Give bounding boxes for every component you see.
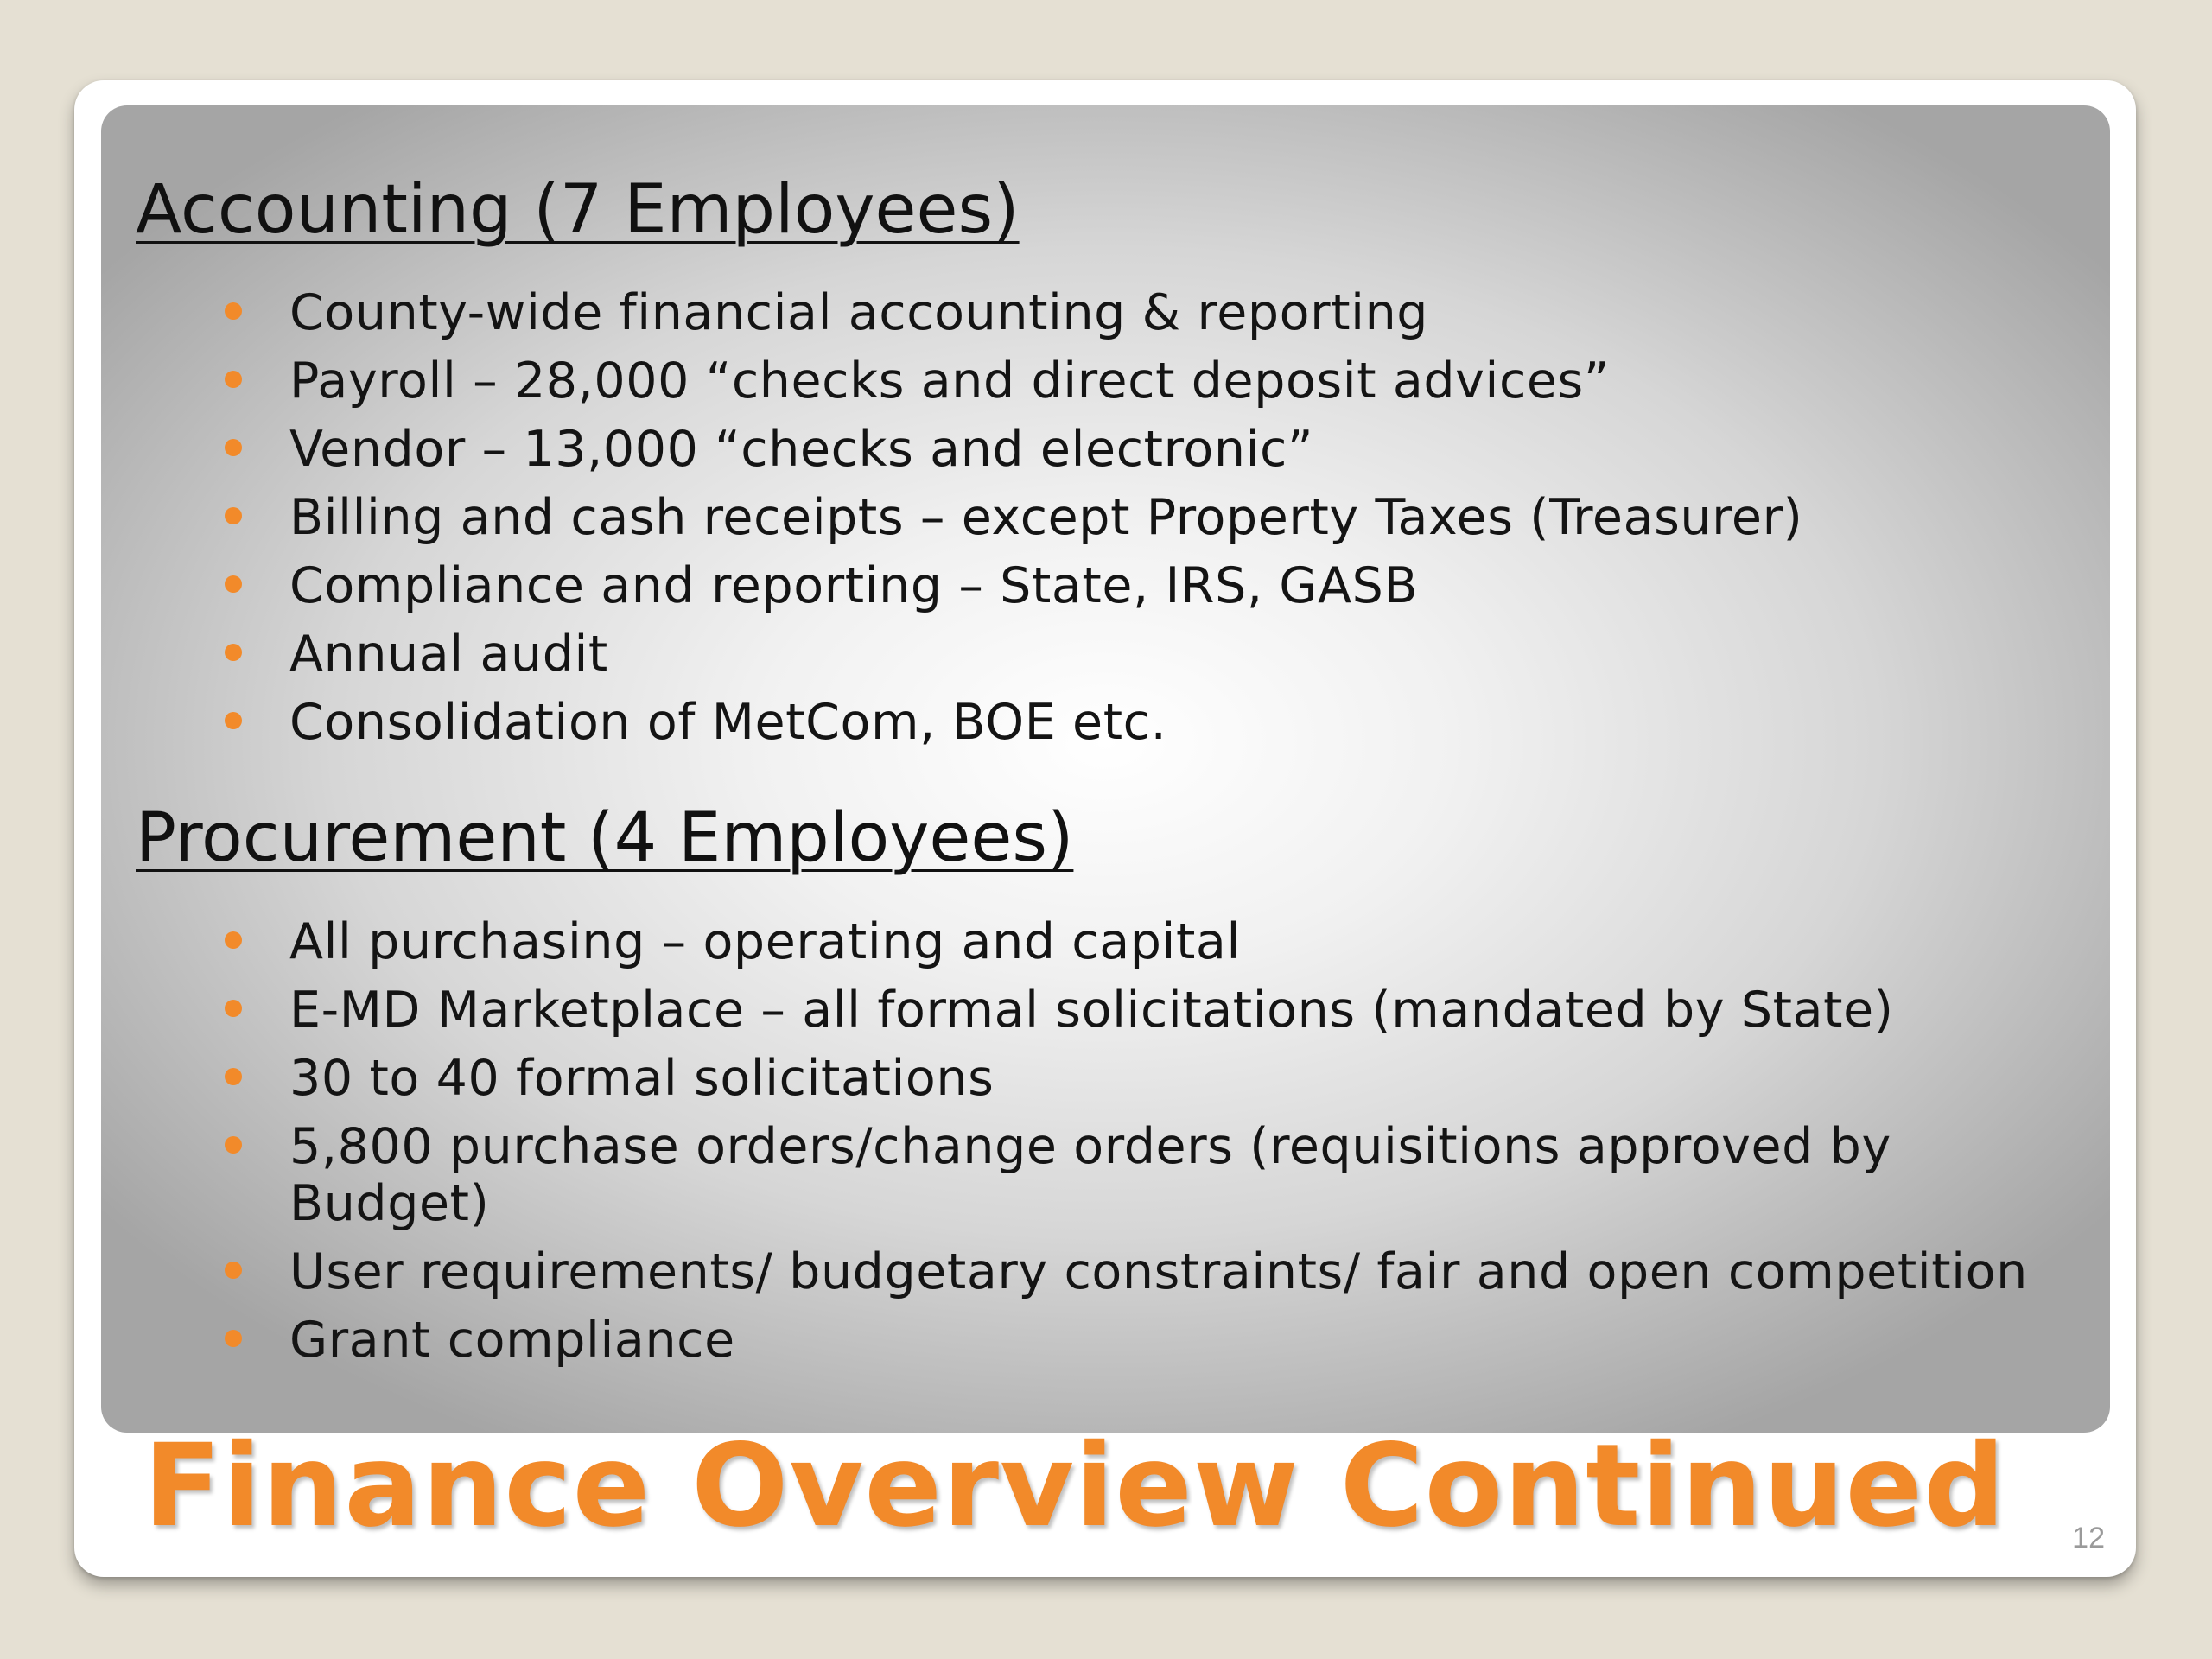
list-item: Annual audit xyxy=(101,626,2104,683)
bullet-dot-icon xyxy=(225,1262,242,1279)
bullet-dot-icon xyxy=(225,371,242,388)
bullet-dot-icon xyxy=(225,931,242,949)
section-heading-accounting: Accounting (7 Employees) xyxy=(136,171,1020,249)
list-item: E-MD Marketplace – all formal solicitations (mandated by State) xyxy=(101,982,2104,1039)
bullet-dot-icon xyxy=(225,1136,242,1154)
list-item: User requirements/ budgetary constraints/ fair and open competition xyxy=(101,1243,2104,1300)
accounting-bullet-list xyxy=(101,284,2104,762)
bullet-dot-icon xyxy=(225,712,242,729)
bullet-dot-icon xyxy=(225,1330,242,1347)
slide xyxy=(74,80,2136,1577)
bullet-dot-icon xyxy=(225,1000,242,1017)
list-item: Billing and cash receipts – except Property Taxes (Treasurer) xyxy=(101,489,2104,546)
bullet-dot-icon xyxy=(225,1068,242,1085)
section-heading-procurement: Procurement (4 Employees) xyxy=(136,799,1074,877)
list-item: Grant compliance xyxy=(101,1312,2104,1369)
list-item: County-wide financial accounting & reporting xyxy=(101,284,2104,341)
bullet-dot-icon xyxy=(225,575,242,593)
list-item: Consolidation of MetCom, BOE etc. xyxy=(101,694,2104,751)
slide-title: Finance Overview Continued xyxy=(143,1420,2006,1553)
list-item: Payroll – 28,000 “checks and direct deposit advices” xyxy=(101,353,2104,410)
list-item: All purchasing – operating and capital xyxy=(101,913,2104,970)
content-panel xyxy=(101,105,2110,1433)
bullet-dot-icon xyxy=(225,507,242,524)
list-item: 30 to 40 formal solicitations xyxy=(101,1050,2104,1107)
slide-number: 12 xyxy=(2072,1522,2105,1554)
list-item: 5,800 purchase orders/change orders (requisitions approved by Budget) xyxy=(101,1118,1983,1232)
bullet-dot-icon xyxy=(225,302,242,320)
list-item: Compliance and reporting – State, IRS, GASB xyxy=(101,557,2104,614)
bullet-dot-icon xyxy=(225,644,242,661)
procurement-bullet-list xyxy=(101,913,2104,1380)
bullet-dot-icon xyxy=(225,439,242,456)
list-item: Vendor – 13,000 “checks and electronic” xyxy=(101,421,2104,478)
